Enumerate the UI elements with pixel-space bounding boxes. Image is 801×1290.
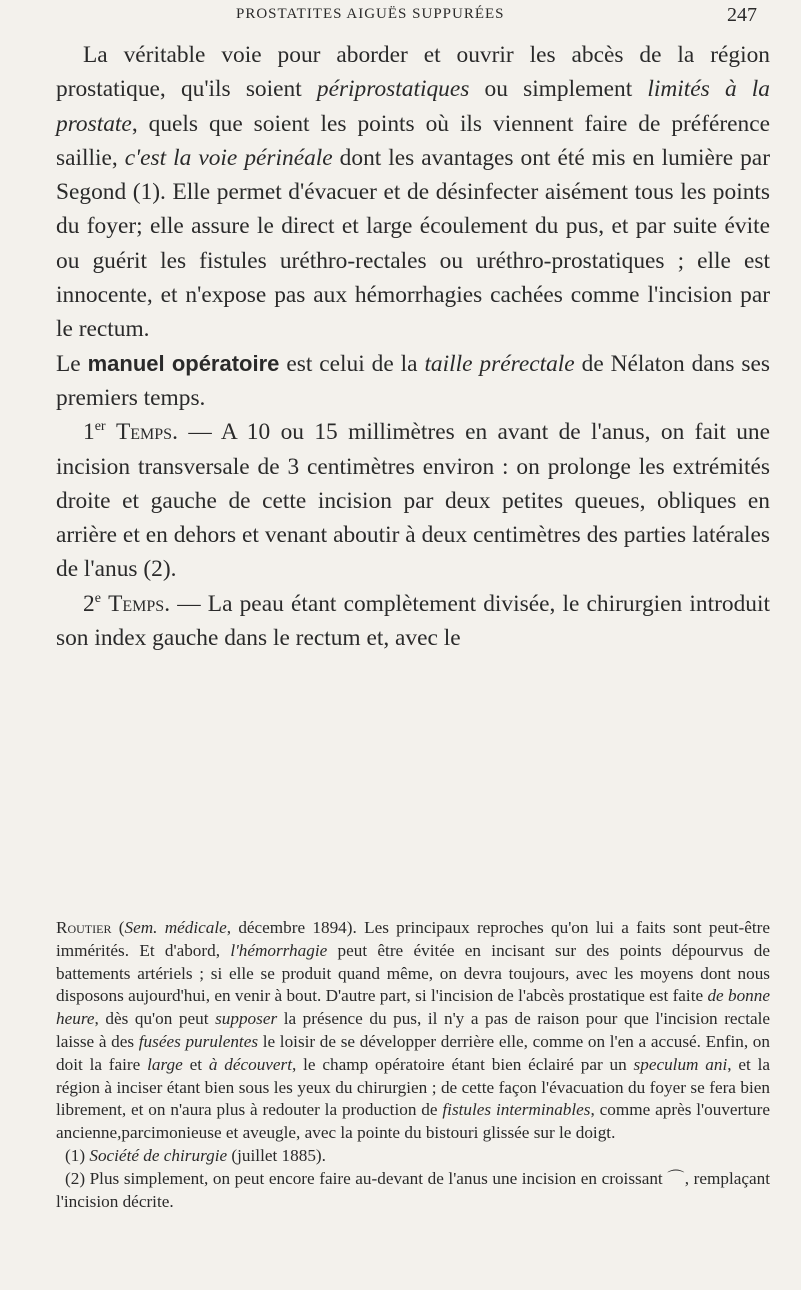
italic-run: speculum ani [633,1054,728,1074]
text-run: dont les avantages ont été mis en lumière par Segond (1). Elle permet d'évacuer et de désinfecter aisément tous les points du foyer; elle assure le direct et large écoulement du pus, et par suite évite ou guérit les fistules uréthro-rectales ou uréthro-prostatiques ; elle est innocente, et n'expose pas aux hémorrhagies cachées comme l'incision par le rectum. [56,144,770,343]
text-run: peut être évitée en incisant sur des points dépourvus de battements artériels ; si elle se produit quand même, on devra toujours, avec les moyens dont nous disposons aujourd'hui, en venir à bout. D'autre part, si l'incision de l'abcès prostatique est faite [56,940,770,1006]
bold-run: manuel opératoire [87,350,280,376]
text-run: La véritable voie pour aborder et ouvrir les abcès de la région prostatique, qu'ils soient [56,42,770,103]
italic-run: large [147,1054,183,1074]
text-run: — A 10 ou 15 millimètres en avant de l'anus, on fait une incision transversale de 3 centimètres environ : on prolonge les extrémités droite et gauche de cette incision par deux petites queues, obliques en arrière et en dehors et venant aboutir à deux centimètres des parties latérales de l'anus (2). [56,419,770,583]
footnote-2 [56,1168,770,1214]
text-run: , le champ opératoire étant bien éclairé par un [292,1054,634,1074]
text-run: est celui de la [279,350,425,377]
text-run: ou simplement [469,76,648,103]
crescent-incision-icon: ⌒ [667,1168,685,1188]
text-run: , remplaçant l'incision décrite. [56,1168,770,1211]
main-text [56,38,770,655]
text-run: , et la région à inciser étant bien sous les yeux du chirurgien ; de cette façon l'évacuation du foyer se fera bien librement, et on n'aura plus à redouter la production de [56,1054,771,1120]
text-run: — La peau étant complètement divisée, le chirurgien introduit son index gauche dans le rectum et, avec le [56,590,770,652]
text-run: et [182,1054,209,1074]
italic-run: à découvert [208,1054,293,1074]
paragraph-first-step [56,415,770,586]
italic-run: taille prérectale [424,350,575,377]
italic-run: Société de chirurgie [89,1145,228,1165]
italic-run: l'hémorrhagie [230,940,328,960]
step-label: Temps. [108,590,171,617]
footnote-1 [56,1145,770,1168]
page-number: 247 [727,4,757,26]
step-label: Temps. [116,419,178,446]
paragraph-second-step [56,587,770,656]
running-header [0,4,801,30]
ordinal-suffix: e [94,589,101,606]
ordinal-suffix: er [94,418,106,435]
step-number: 1 [83,419,95,446]
text-run: , quels que soient les points où ils viennent faire de préférence saillie, [56,110,770,171]
text-run: (2) Plus simplement, on peut encore faire au-devant de l'anus une incision en croissant [65,1168,668,1188]
running-title: PROSTATITES AIGUËS SUPPURÉES [236,6,505,22]
italic-run: de bonne heure [56,986,770,1029]
text-run: (juillet 1885). [227,1145,326,1165]
italic-run: périprostatiques [316,76,470,103]
paragraph-operative-manual [56,347,770,416]
italic-run: Sem. médicale [124,918,227,937]
paragraph-perineal-route [56,38,770,347]
italic-run: fusées purulentes [138,1031,259,1051]
step-number: 2 [83,590,95,617]
author-name: Routier [56,918,112,937]
text-run: de Nélaton dans ses premiers temps. [56,350,770,411]
text-run: la présence du pus, il n'y a pas de raison pour que l'incision rectale laisse à des [56,1009,770,1051]
italic-run: c'est la voie périnéale [124,144,333,171]
italic-run: supposer [215,1009,278,1029]
italic-run: fistules interminables [442,1100,591,1120]
italic-run: limités à la prostate [56,76,771,137]
footnotes [56,917,770,1213]
text-run: , comme après l'ouverture ancienne,parcimonieuse et aveugle, avec la pointe du bistouri glissée sur le doigt. [56,1100,770,1143]
text-run: , dès qu'on peut [94,1009,216,1029]
text-run: (1) [65,1145,90,1165]
footnote-continuation: Routier (Sem. médicale, décembre 1894). Les principaux reproches qu'on lui a faits sont peut-être immérités. Et d'abord, l'hémorrhagie peut être évitée en incisant sur des points dépourvus de battements artériels ; si elle se produit quand même, on devra toujours, avec les moyens dont nous disposons aujourd'hui, en venir à bout. D'autre part, si l'incision de l'abcès prostatique est faite de bonne heure, dès qu'on peut supposer la présence du pus, il n'y a pas de raison pour que l'incision rectale laisse à des fusées purulentes le loisir de se développer derrière elle, comme on l'en a accusé. Enfin, on doit la faire large et à découvert, le champ opératoire étant bien éclairé par un speculum ani, et la région à inciser étant bien sous les yeux du chirurgien ; de cette façon l'évacuation du foyer se fera bien librement, et on n'aura plus à redouter la production de fistules interminables, comme après l'ouverture ancienne,parcimonieuse et aveugle, avec la pointe du bistouri glissée sur le doigt. [56,918,771,1143]
text-run: Le [56,350,88,377]
text-run: le loisir de se développer derrière elle, comme on l'en a accusé. Enfin, on doit la faire [56,1031,770,1074]
text-run: , décembre 1894). Les principaux reproches qu'on lui a faits sont peut-être immérités. Et d'abord, [56,918,770,960]
